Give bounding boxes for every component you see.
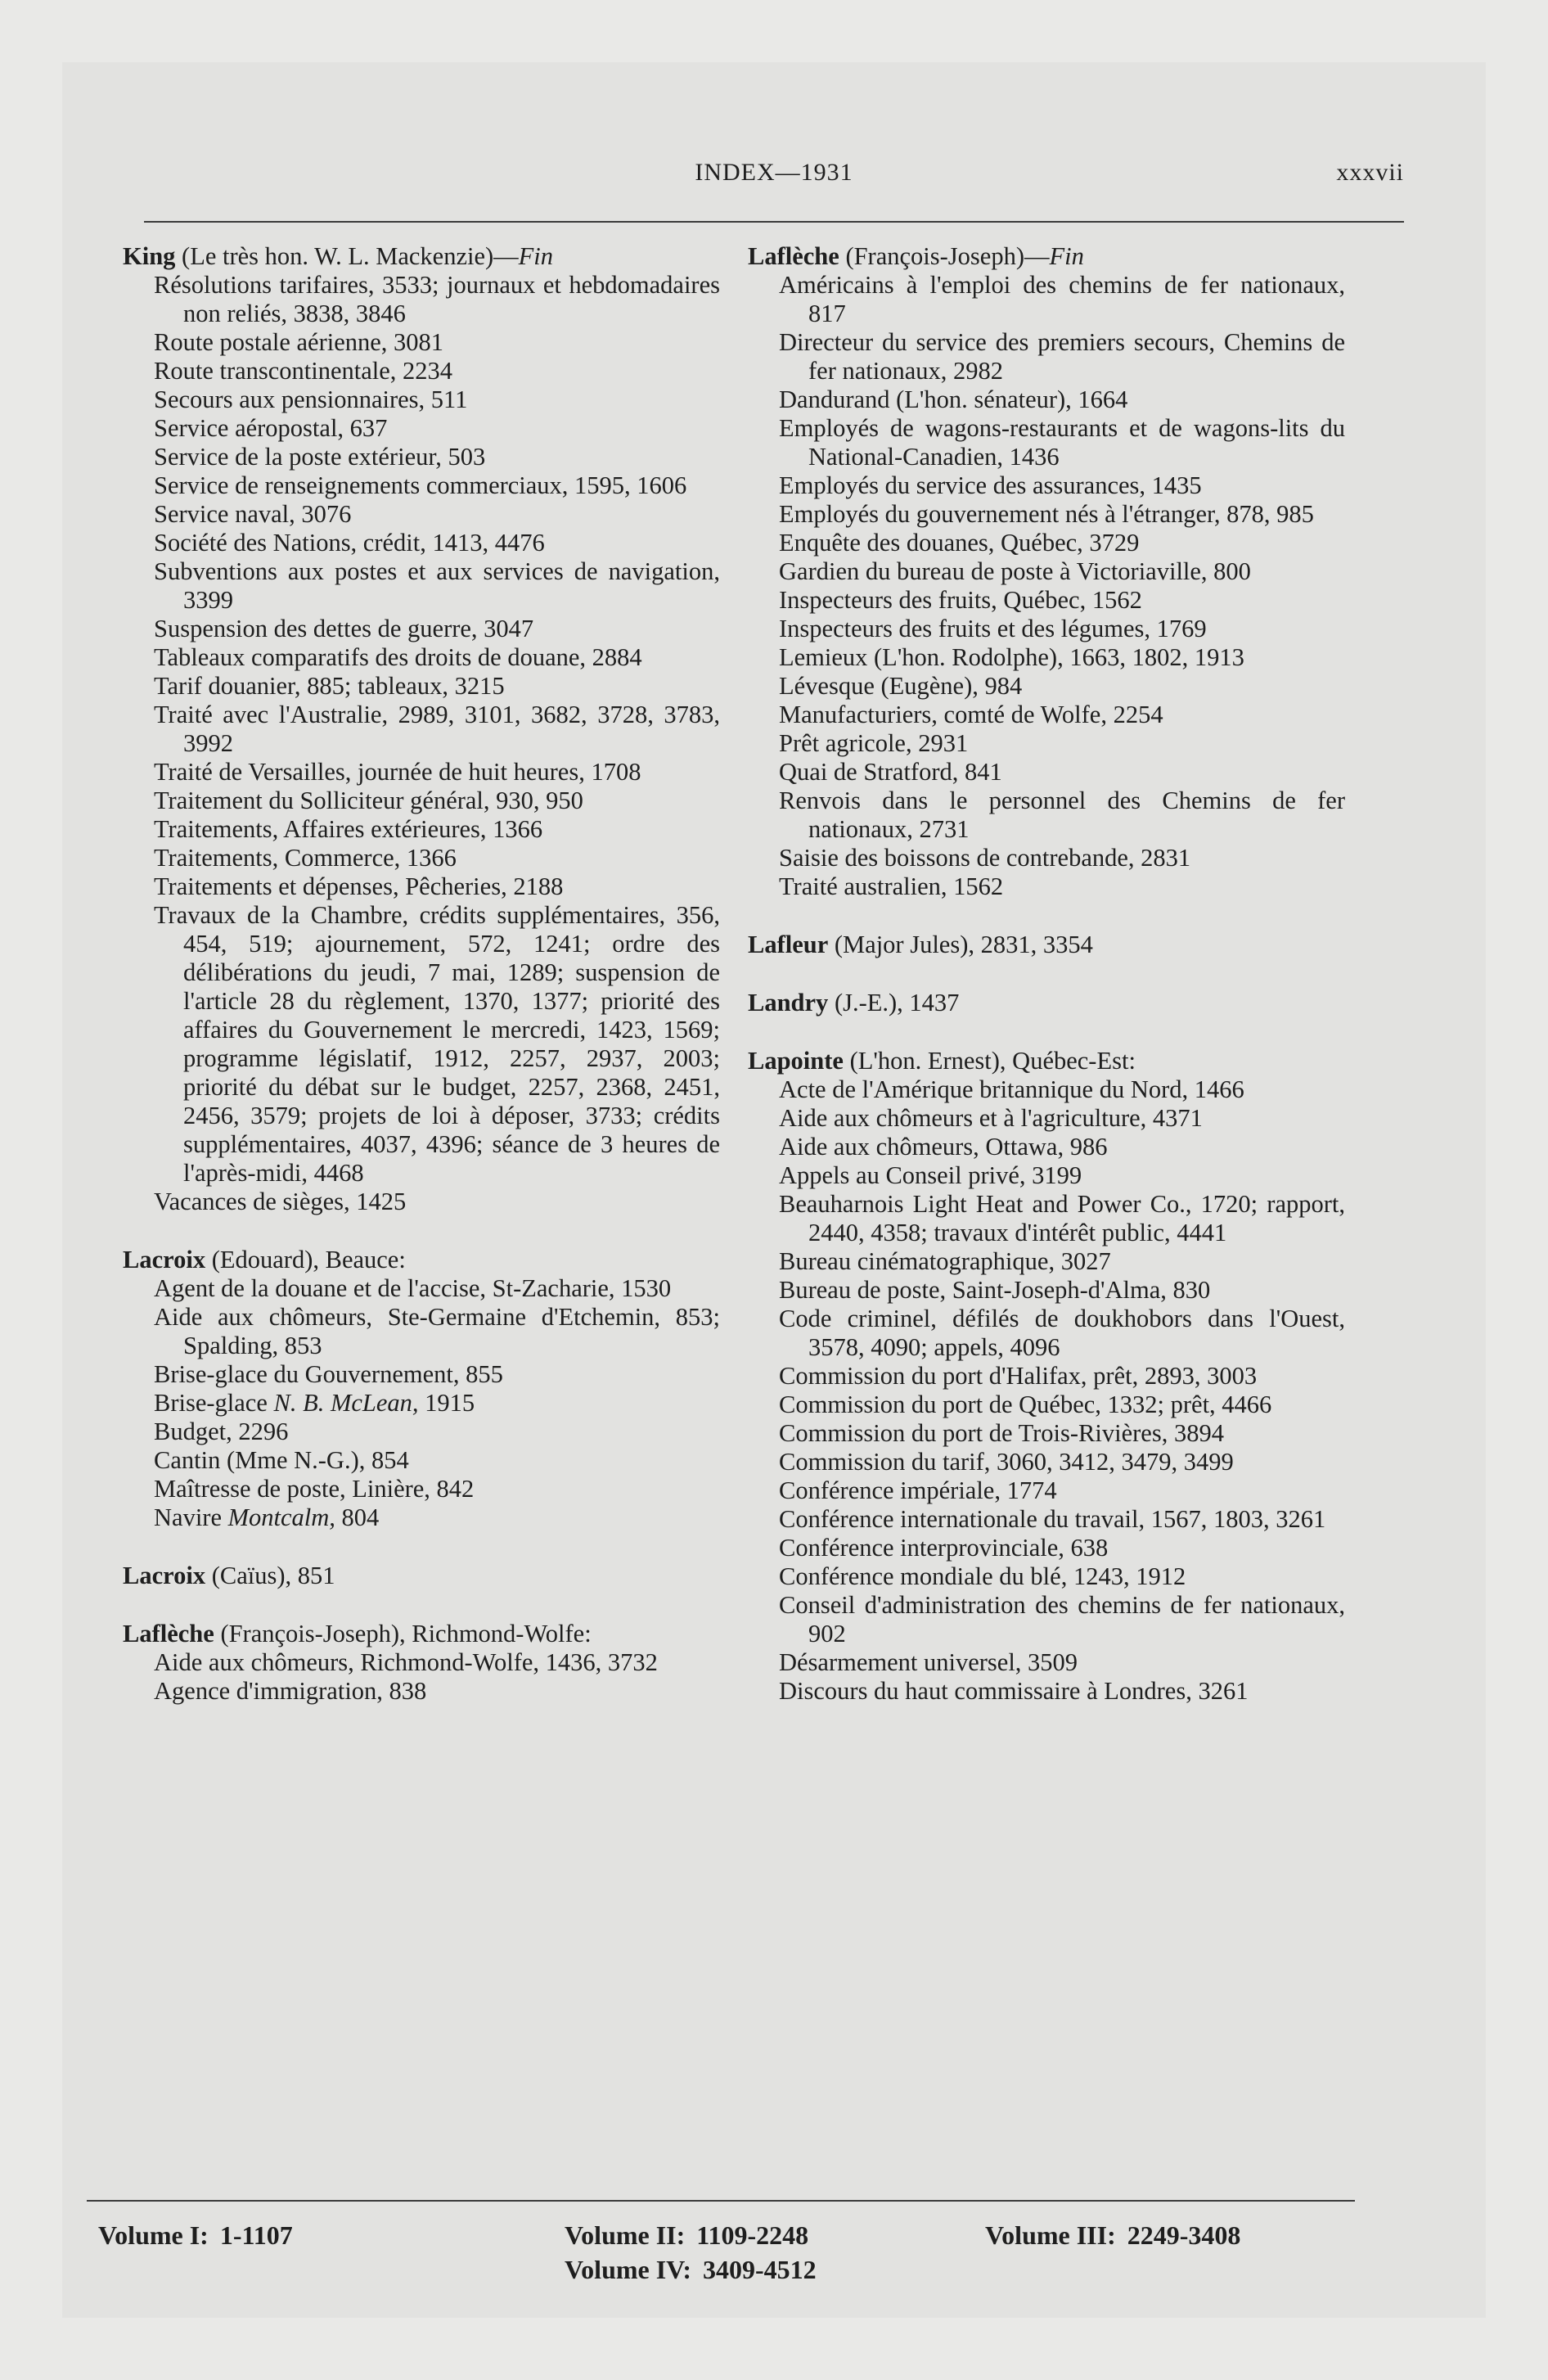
entry-text: Dandurand (L'hon. sénateur), 1664 [779, 385, 1128, 413]
index-heading [123, 1246, 720, 1274]
page-number: xxxvii [1336, 159, 1404, 186]
index-entry [123, 471, 720, 500]
index-entry [123, 1446, 720, 1475]
entry-text: Traité australien, 1562 [779, 872, 1004, 900]
index-entry [123, 1648, 720, 1677]
entry-text: Code criminel, défilés de doukhobors dans l'Ouest, 3578, 4090; appels, 4096 [779, 1305, 1345, 1361]
index-heading [748, 931, 1345, 959]
heading-detail: (Le très hon. W. L. Mackenzie)— [175, 242, 519, 270]
index-entry [123, 529, 720, 557]
index-entry [123, 672, 720, 701]
index-entry [123, 701, 720, 758]
entry-page-ref: 804 [335, 1503, 380, 1531]
index-heading [748, 989, 1345, 1017]
entry-text: Secours aux pensionnaires, 511 [154, 385, 468, 413]
index-entry [748, 1648, 1345, 1677]
index-entry [748, 1190, 1345, 1247]
entry-text: Travaux de la Chambre, crédits supplémentaires, 356, 454, 519; ajournement, 572, 1241; ordre des délibérations du jeudi, 7 mai, 1289; suspension de l'article 28 du règlement, 1370, 1377; priorité des affaires du Gouvernement le mercredi, 1423, 1569; programme législatif, 1912, 2257, 2937, 2003; priorité du débat sur le budget, 2257, 2368, 2451, 2456, 3579; projets de loi à déposer, 3733; crédits supplémentaires, 4037, 4396; séance de 3 heures de l'après-midi, 4468 [154, 901, 720, 1187]
index-entry [123, 443, 720, 471]
index-entry [123, 1303, 720, 1360]
volume-3-range [985, 2218, 1240, 2252]
index-heading [123, 1620, 720, 1648]
index-entry [748, 729, 1345, 758]
entry-text: Route postale aérienne, 3081 [154, 328, 444, 356]
section-gap [748, 1017, 1345, 1047]
heading-suffix: Fin [518, 242, 554, 270]
heading-name: King [123, 242, 176, 270]
volume-2-range [565, 2218, 808, 2252]
index-heading [123, 1562, 720, 1590]
header-rule [144, 221, 1404, 223]
volume-pages: 3409-4512 [703, 2255, 817, 2284]
index-entry [748, 1104, 1345, 1133]
index-entry [748, 844, 1345, 872]
index-entry [123, 1418, 720, 1446]
section-gap [123, 1216, 720, 1246]
index-entry [748, 414, 1345, 471]
volume-pages: 2249-3408 [1127, 2220, 1241, 2250]
entry-text: Gardien du bureau de poste à Victoriaville, 800 [779, 557, 1251, 585]
index-entry [123, 1677, 720, 1706]
entry-text: Agence d'immigration, 838 [154, 1677, 427, 1705]
entry-text: Tableaux comparatifs des droits de douane, 2884 [154, 643, 642, 671]
index-entry [748, 787, 1345, 844]
volume-pages: 1-1107 [219, 2220, 293, 2250]
entry-text: Suspension des dettes de guerre, 3047 [154, 615, 534, 642]
entry-text: Subventions aux postes et aux services de navigation, 3399 [154, 557, 720, 614]
heading-name: Lacroix [123, 1246, 206, 1273]
volume-1-range [98, 2218, 293, 2252]
index-entry [123, 758, 720, 787]
heading-detail: (J.-E.), 1437 [828, 989, 960, 1016]
index-entry [123, 557, 720, 615]
entry-text: Traitements, Affaires extérieures, 1366 [154, 815, 543, 843]
entry-text: Désarmement universel, 3509 [779, 1648, 1078, 1676]
index-entry [123, 385, 720, 414]
index-entry [748, 500, 1345, 529]
volume-pages: 1109-2248 [696, 2220, 809, 2250]
entry-text: Conférence internationale du travail, 1567, 1803, 3261 [779, 1505, 1326, 1533]
entry-italic-title: Montcalm, [227, 1503, 335, 1531]
entry-text: Manufacturiers, comté de Wolfe, 2254 [779, 701, 1163, 728]
volume-label: Volume IV: [565, 2255, 691, 2284]
index-entry [123, 787, 720, 815]
index-entry [748, 758, 1345, 787]
index-entry [748, 1505, 1345, 1534]
entry-text: Employés de wagons-restaurants et de wagons-lits du National-Canadien, 1436 [779, 414, 1345, 471]
index-entry [123, 643, 720, 672]
entry-page-ref: 1915 [418, 1389, 475, 1417]
entry-text: Employés du service des assurances, 1435 [779, 471, 1202, 499]
heading-name: Laflèche [123, 1620, 214, 1648]
index-entry [123, 615, 720, 643]
entry-text: Brise-glace du Gouvernement, 855 [154, 1360, 503, 1388]
entry-text: Directeur du service des premiers secours, Chemins de fer nationaux, 2982 [779, 328, 1345, 385]
entry-italic-title: N. B. McLean, [273, 1389, 419, 1417]
index-entry [748, 1133, 1345, 1161]
heading-detail: (François-Joseph), Richmond-Wolfe: [214, 1620, 592, 1648]
entry-text: Lévesque (Eugène), 984 [779, 672, 1023, 700]
entry-text: Inspecteurs des fruits, Québec, 1562 [779, 586, 1142, 614]
entry-text: Résolutions tarifaires, 3533; journaux et hebdomadaires non reliés, 3838, 3846 [154, 271, 720, 327]
index-entry [123, 1389, 720, 1418]
footer-rule [87, 2200, 1355, 2202]
index-entry [748, 586, 1345, 615]
volume-label: Volume I: [98, 2220, 209, 2250]
index-column-left [123, 242, 720, 1706]
entry-text: Vacances de sièges, 1425 [154, 1188, 407, 1215]
index-entry [748, 672, 1345, 701]
index-entry [748, 529, 1345, 557]
entry-text: Commission du port de Québec, 1332; prêt, 4466 [779, 1391, 1272, 1418]
entry-text: Service naval, 3076 [154, 500, 352, 528]
entry-text: Quai de Stratford, 841 [779, 758, 1002, 786]
entry-text: Traité de Versailles, journée de huit heures, 1708 [154, 758, 641, 786]
entry-text: Aide aux chômeurs, Ottawa, 986 [779, 1133, 1108, 1161]
index-entry [748, 615, 1345, 643]
heading-name: Lapointe [748, 1047, 844, 1075]
index-heading [123, 242, 720, 271]
entry-text: Commission du port de Trois-Rivières, 3894 [779, 1419, 1224, 1447]
index-entry [748, 1419, 1345, 1448]
entry-text: Saisie des boissons de contrebande, 2831 [779, 844, 1191, 872]
entry-text: Lemieux (L'hon. Rodolphe), 1663, 1802, 1913 [779, 643, 1244, 671]
index-entry [123, 901, 720, 1188]
entry-text: Conférence interprovinciale, 638 [779, 1534, 1109, 1562]
index-entry [748, 872, 1345, 901]
index-entry [748, 1534, 1345, 1562]
entry-text: Acte de l'Amérique britannique du Nord, 1466 [779, 1075, 1244, 1103]
running-head [62, 159, 1486, 192]
heading-name: Lafleur [748, 931, 829, 958]
index-entry [748, 1391, 1345, 1419]
index-entry [123, 328, 720, 357]
index-entry [748, 643, 1345, 672]
heading-suffix: Fin [1049, 242, 1084, 270]
index-entry [123, 1360, 720, 1389]
entry-text: Beauharnois Light Heat and Power Co., 1720; rapport, 2440, 4358; travaux d'intérêt public, 4441 [779, 1190, 1345, 1246]
heading-name: Laflèche [748, 242, 839, 270]
section-gap [748, 901, 1345, 931]
page [62, 62, 1486, 2318]
entry-text: Traité avec l'Australie, 2989, 3101, 3682, 3728, 3783, 3992 [154, 701, 720, 757]
index-entry [123, 1188, 720, 1216]
index-entry [748, 471, 1345, 500]
heading-detail: (L'hon. Ernest), Québec-Est: [843, 1047, 1136, 1075]
entry-text: Conférence mondiale du blé, 1243, 1912 [779, 1562, 1186, 1590]
heading-name: Lacroix [123, 1562, 206, 1589]
entry-text: Service de renseignements commerciaux, 1595, 1606 [154, 471, 687, 499]
entry-text: Prêt agricole, 2931 [779, 729, 969, 757]
index-entry [748, 1247, 1345, 1276]
entry-text: Maîtresse de poste, Linière, 842 [154, 1475, 475, 1503]
index-entry [748, 1276, 1345, 1305]
index-entry [748, 557, 1345, 586]
index-entry [748, 1677, 1345, 1706]
index-entry [123, 872, 720, 901]
entry-text: Traitements et dépenses, Pêcheries, 2188 [154, 872, 564, 900]
index-entry [123, 500, 720, 529]
index-entry [748, 1161, 1345, 1190]
entry-text: Appels au Conseil privé, 3199 [779, 1161, 1082, 1189]
entry-text: Navire [154, 1503, 228, 1531]
entry-text: Renvois dans le personnel des Chemins de fer nationaux, 2731 [779, 787, 1345, 843]
index-entry [748, 271, 1345, 328]
entry-text: Aide aux chômeurs, Richmond-Wolfe, 1436, 3732 [154, 1648, 658, 1676]
index-entry [123, 271, 720, 328]
entry-text: Brise-glace [154, 1389, 274, 1417]
index-entry [123, 414, 720, 443]
index-entry [123, 844, 720, 872]
volume-label: Volume III: [985, 2220, 1116, 2250]
entry-text: Enquête des douanes, Québec, 3729 [779, 529, 1140, 557]
entry-text: Agent de la douane et de l'accise, St-Zacharie, 1530 [154, 1274, 672, 1302]
heading-detail: (Major Jules), 2831, 3354 [828, 931, 1093, 958]
section-gap [123, 1532, 720, 1562]
index-entry [748, 1448, 1345, 1476]
entry-text: Tarif douanier, 885; tableaux, 3215 [154, 672, 505, 700]
index-entry [748, 328, 1345, 385]
index-entry [748, 1362, 1345, 1391]
entry-text: Employés du gouvernement nés à l'étranger, 878, 985 [779, 500, 1314, 528]
index-entry [748, 1305, 1345, 1362]
index-entry [748, 1476, 1345, 1505]
entry-text: Cantin (Mme N.-G.), 854 [154, 1446, 409, 1474]
index-entry [748, 701, 1345, 729]
entry-text: Inspecteurs des fruits et des légumes, 1769 [779, 615, 1207, 642]
entry-text: Conseil d'administration des chemins de fer nationaux, 902 [779, 1591, 1345, 1648]
entry-text: Bureau cinématographique, 3027 [779, 1247, 1111, 1275]
heading-name: Landry [748, 989, 829, 1016]
index-entry [123, 1475, 720, 1503]
heading-detail: (François-Joseph)— [839, 242, 1050, 270]
index-entry [748, 1591, 1345, 1648]
index-entry [748, 1075, 1345, 1104]
entry-text: Aide aux chômeurs et à l'agriculture, 4371 [779, 1104, 1203, 1132]
index-heading [748, 1047, 1345, 1075]
volume-4-range [565, 2252, 817, 2287]
index-entry [123, 1274, 720, 1303]
entry-text: Commission du tarif, 3060, 3412, 3479, 3499 [779, 1448, 1234, 1476]
index-column-right [748, 242, 1345, 1706]
entry-text: Américains à l'emploi des chemins de fer nationaux, 817 [779, 271, 1345, 327]
index-heading [748, 242, 1345, 271]
index-entry [123, 1503, 720, 1532]
index-entry [123, 815, 720, 844]
entry-text: Conférence impériale, 1774 [779, 1476, 1057, 1504]
volume-label: Volume II: [565, 2220, 686, 2250]
entry-text: Commission du port d'Halifax, prêt, 2893, 3003 [779, 1362, 1258, 1390]
entry-text: Aide aux chômeurs, Ste-Germaine d'Etchemin, 853; Spalding, 853 [154, 1303, 720, 1359]
entry-text: Discours du haut commissaire à Londres, 3261 [779, 1677, 1249, 1705]
index-entry [748, 1562, 1345, 1591]
section-gap [748, 959, 1345, 989]
page-title: INDEX—1931 [695, 159, 853, 186]
entry-text: Bureau de poste, Saint-Joseph-d'Alma, 830 [779, 1276, 1211, 1304]
entry-text: Société des Nations, crédit, 1413, 4476 [154, 529, 545, 557]
entry-text: Route transcontinentale, 2234 [154, 357, 453, 385]
entry-text: Budget, 2296 [154, 1418, 289, 1445]
section-gap [123, 1590, 720, 1620]
entry-text: Traitement du Solliciteur général, 930, 950 [154, 787, 583, 814]
heading-detail: (Edouard), Beauce: [205, 1246, 406, 1273]
entry-text: Service de la poste extérieur, 503 [154, 443, 486, 471]
index-entry [123, 357, 720, 385]
entry-text: Traitements, Commerce, 1366 [154, 844, 457, 872]
index-entry [748, 385, 1345, 414]
heading-detail: (Caïus), 851 [205, 1562, 335, 1589]
entry-text: Service aéropostal, 637 [154, 414, 388, 442]
